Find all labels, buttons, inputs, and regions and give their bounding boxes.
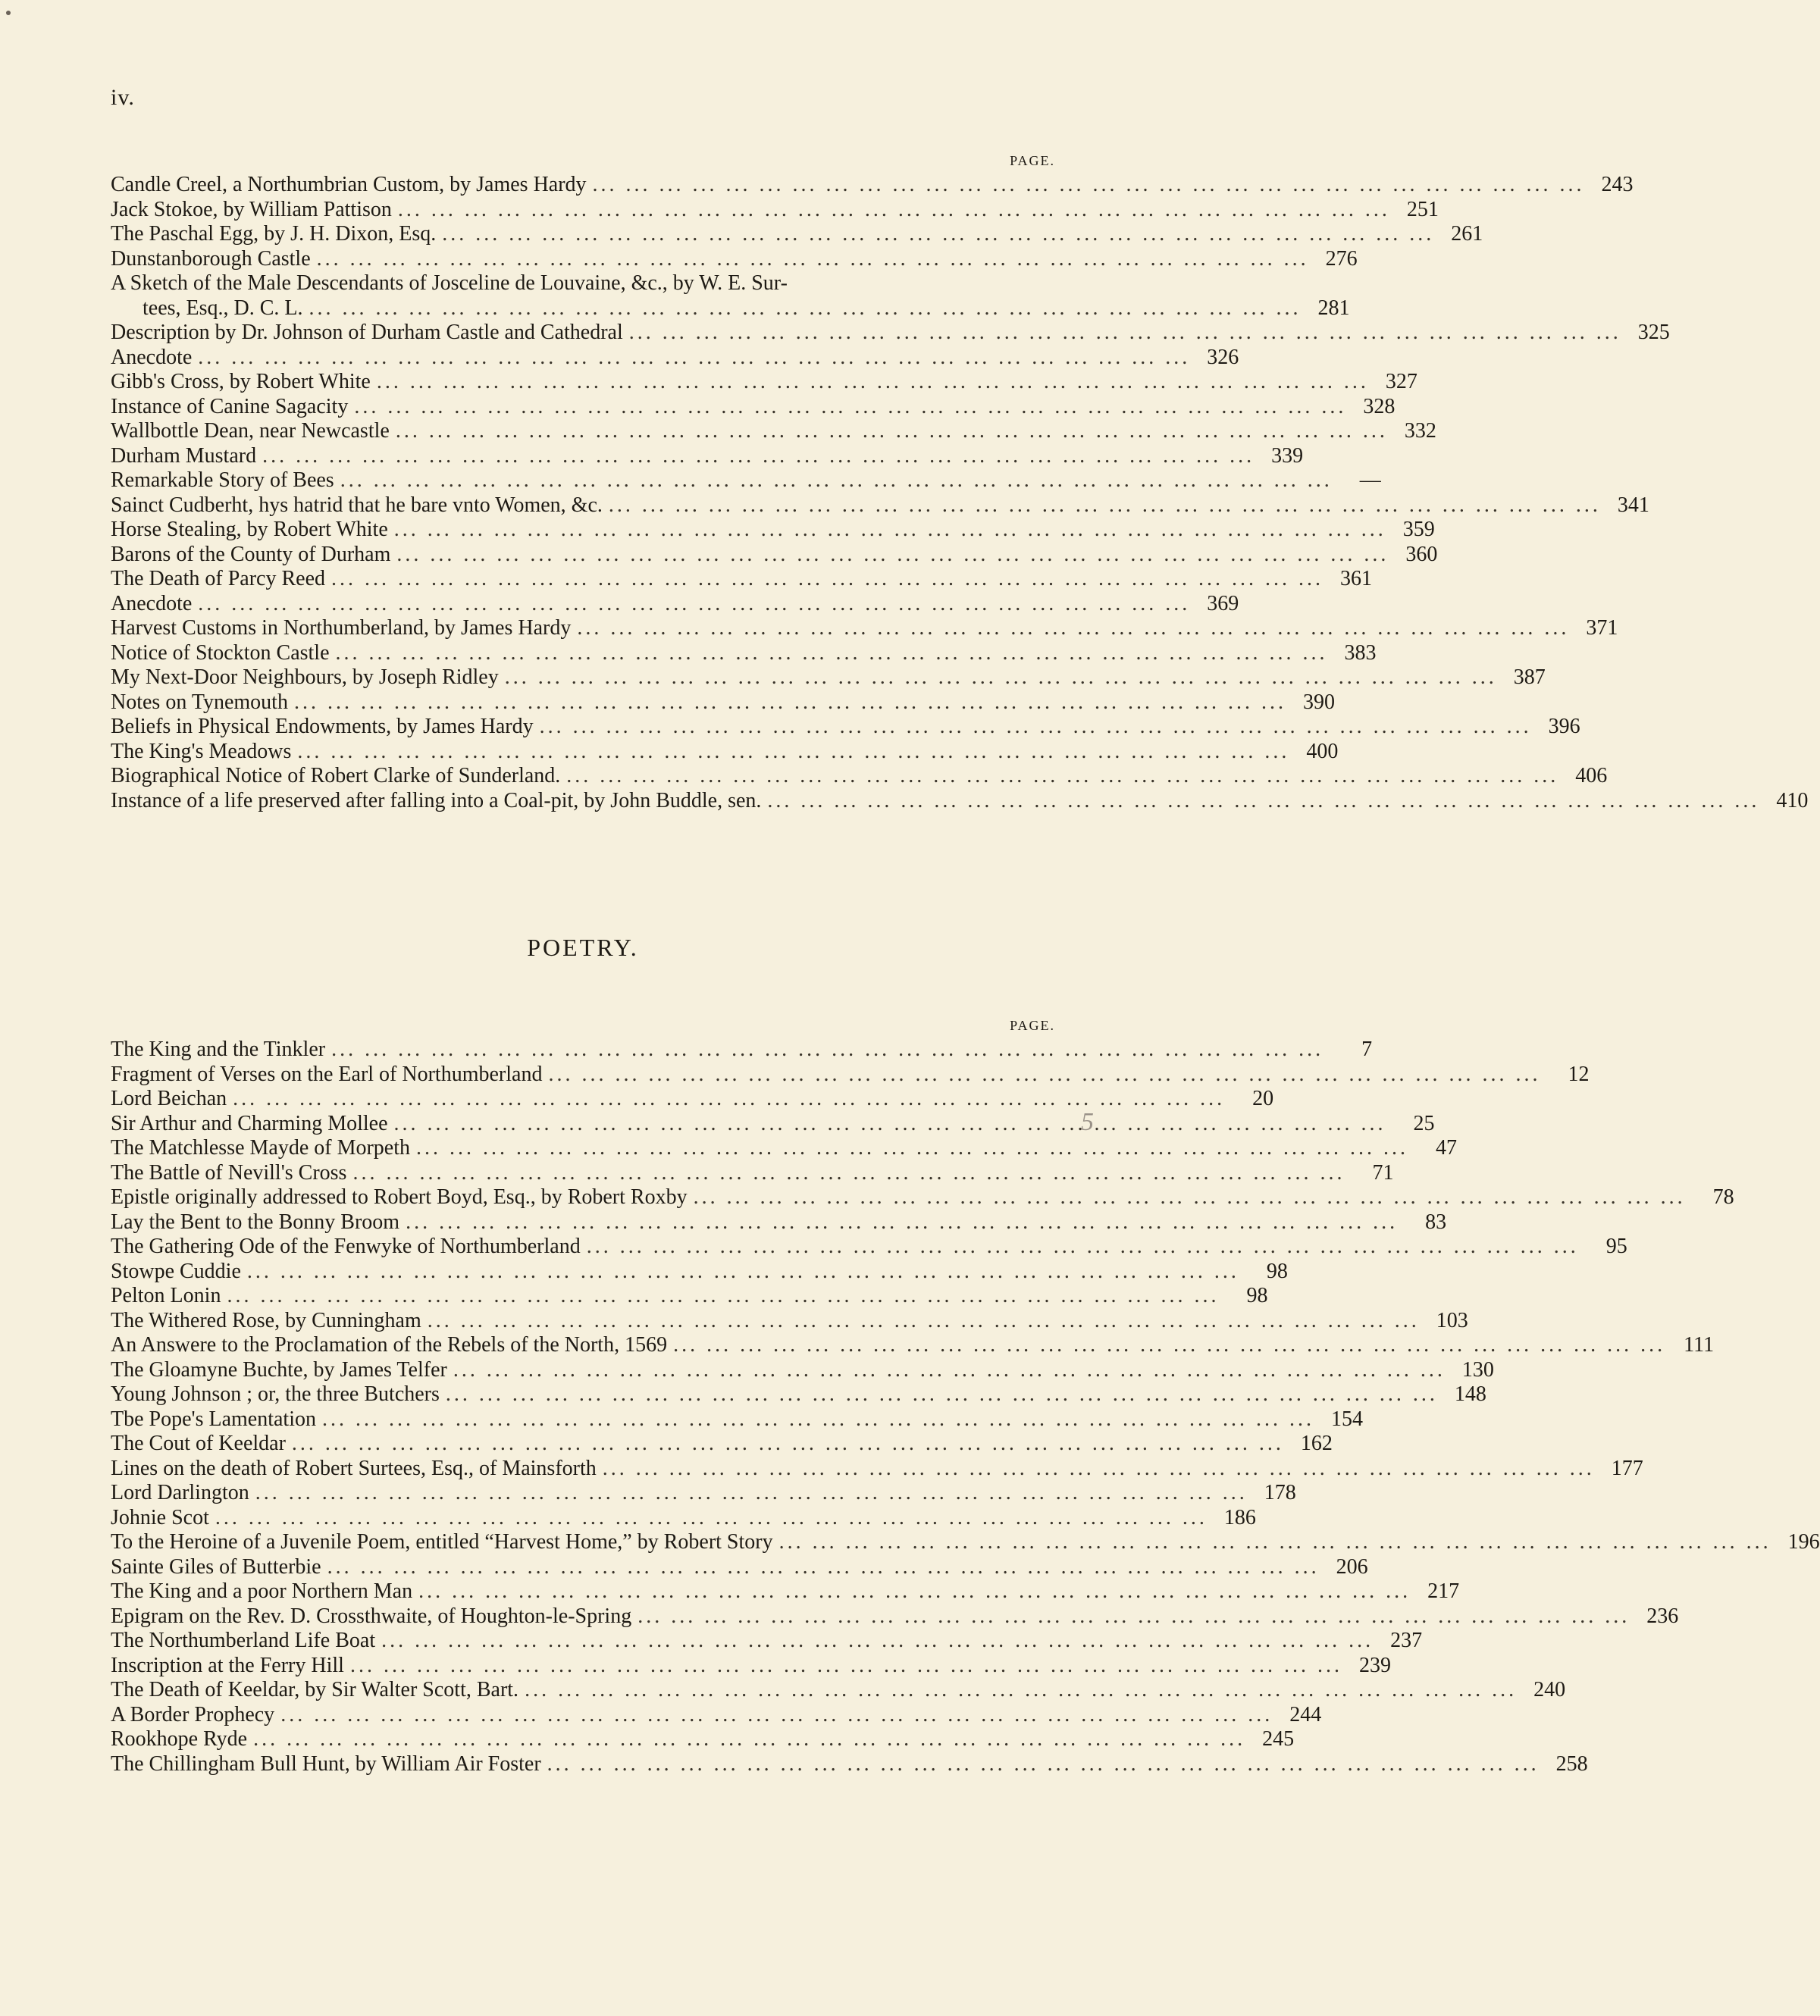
toc-entry-page: 369	[1207, 591, 1239, 615]
toc-entry	[111, 1160, 1394, 1186]
dot-leader	[499, 665, 1503, 690]
toc-entry	[111, 1284, 1268, 1309]
dot-leader	[518, 1678, 1523, 1703]
dot-leader	[288, 690, 1292, 715]
toc-entry-page: 359	[1402, 518, 1435, 541]
toc-entry	[111, 715, 1580, 740]
page-column-label: PAGE.	[1010, 153, 1055, 168]
toc-entry-page: 20	[1252, 1087, 1274, 1110]
toc-entry-page: 98	[1246, 1284, 1268, 1307]
toc-entry-page: 371	[1586, 616, 1618, 640]
toc-entry	[111, 345, 1239, 371]
toc-entry-title: Johnie Scot	[111, 1505, 209, 1529]
toc-entry	[111, 1235, 1627, 1260]
toc-entry	[111, 1727, 1295, 1752]
toc-entry	[111, 1210, 1447, 1235]
prose-contents-section	[111, 152, 1809, 813]
toc-entry	[111, 394, 1396, 420]
toc-entry	[111, 493, 1649, 518]
toc-entry-title: The Death of Keeldar, by Sir Walter Scott, Bart.	[111, 1678, 519, 1701]
dot-leader	[587, 173, 1591, 198]
toc-entry	[111, 1481, 1296, 1506]
toc-entry-page: 236	[1646, 1604, 1679, 1628]
toc-entry	[111, 1678, 1566, 1703]
dot-leader	[440, 1382, 1444, 1407]
dot-leader	[192, 346, 1196, 371]
dot-leader	[330, 641, 1334, 666]
dot-leader	[348, 395, 1352, 420]
toc-entry-page: 383	[1344, 640, 1377, 665]
toc-entry-page: 360	[1405, 542, 1438, 566]
toc-entry	[111, 296, 1350, 321]
toc-entry	[111, 764, 1608, 789]
toc-entry-page: 251	[1406, 197, 1439, 221]
toc-entry-title: Biographical Notice of Robert Clarke of Sunderland.	[111, 764, 561, 787]
toc-entry-title: Rookhope Ryde	[111, 1727, 248, 1751]
toc-entry-page: 78	[1712, 1185, 1734, 1209]
toc-entry-title: An Answere to the Proclamation of the Rebels of the North, 1569	[111, 1333, 668, 1357]
toc-entry-title: Gibb's Cross, by Robert White	[111, 370, 371, 393]
toc-entry-page: 103	[1436, 1308, 1468, 1332]
toc-entry-page: —	[1359, 468, 1381, 492]
toc-entry	[111, 370, 1417, 395]
toc-entry-title: The Gloamyne Buchte, by James Telfer	[111, 1357, 447, 1382]
toc-entry	[111, 1111, 1435, 1137]
toc-entry-page: 237	[1390, 1629, 1423, 1652]
toc-entry-page: 326	[1207, 345, 1239, 369]
dot-leader	[597, 1457, 1601, 1482]
toc-entry-title: The Battle of Nevill's Cross	[111, 1160, 347, 1185]
toc-entry-page: 328	[1363, 394, 1396, 418]
toc-entry	[111, 739, 1339, 765]
dot-leader	[603, 493, 1607, 518]
toc-entry-page: 239	[1358, 1653, 1391, 1677]
dot-leader	[346, 1161, 1351, 1186]
toc-entry	[111, 222, 1483, 247]
dot-leader	[321, 1555, 1326, 1580]
toc-entry-page: 47	[1436, 1136, 1457, 1160]
dot-leader	[274, 1703, 1279, 1728]
margin-pencil-mark: 5	[1081, 1108, 1094, 1136]
toc-entry-title: The Death of Parcy Reed	[111, 567, 325, 590]
toc-entry-page: 178	[1264, 1481, 1296, 1504]
toc-entry-title: Barons of the County of Durham	[111, 542, 391, 566]
toc-entry	[111, 443, 1304, 469]
dot-leader	[192, 592, 1196, 617]
page-number: iv.	[111, 85, 135, 110]
toc-entry-title: My Next-Door Neighbours, by Joseph Ridley	[111, 665, 499, 689]
toc-entry-page: 325	[1637, 321, 1670, 344]
toc-entry-title: Epigram on the Rev. D. Crossthwaite, of Houghton-le-Spring	[111, 1604, 632, 1628]
toc-entry-title: Harvest Customs in Northumberland, by James Hardy	[111, 616, 572, 640]
toc-entry	[111, 665, 1546, 690]
dot-leader	[303, 296, 1308, 321]
toc-entry-page: 83	[1425, 1210, 1447, 1234]
toc-entry	[111, 518, 1435, 543]
toc-entry-title: The King's Meadows	[111, 739, 292, 763]
toc-entry-page: 281	[1317, 296, 1350, 320]
toc-entry-title: Sainte Giles of Butterbie	[111, 1554, 321, 1579]
toc-entry	[111, 1087, 1274, 1112]
toc-entry-page: 390	[1302, 690, 1335, 714]
poetry-contents-list	[111, 1038, 1820, 1777]
toc-entry	[111, 246, 1358, 272]
toc-entry-title: Candle Creel, a Northumbrian Custom, by James Hardy	[111, 173, 587, 196]
toc-entry-title: To the Heroine of a Juvenile Poem, entitled “Harvest Home,” by Robert Story	[111, 1530, 773, 1554]
toc-entry	[111, 1604, 1679, 1629]
toc-entry-title: The King and the Tinkler	[111, 1038, 326, 1061]
toc-entry-page: 98	[1266, 1259, 1288, 1283]
toc-entry	[111, 1432, 1333, 1457]
toc-entry-page: 387	[1513, 665, 1546, 689]
toc-entry	[111, 690, 1335, 715]
dot-leader	[388, 1112, 1392, 1137]
dot-leader	[631, 1604, 1636, 1629]
toc-entry-page: 327	[1385, 370, 1417, 393]
toc-entry-title: Lay the Bent to the Bonny Broom	[111, 1210, 400, 1234]
toc-entry-title: Inscription at the Ferry Hill	[111, 1653, 344, 1677]
toc-entry	[111, 1333, 1715, 1358]
toc-entry-page: 111	[1684, 1333, 1715, 1357]
toc-entry-page: 276	[1325, 246, 1358, 271]
dot-leader	[241, 1260, 1245, 1285]
toc-entry-page: 400	[1306, 739, 1339, 763]
toc-entry-page: 240	[1533, 1678, 1566, 1701]
toc-entry	[111, 1579, 1460, 1604]
dot-leader	[399, 1210, 1404, 1235]
toc-entry-page: 217	[1427, 1579, 1460, 1603]
toc-entry-page: 361	[1340, 567, 1372, 590]
toc-entry-title: The Chillingham Bull Hunt, by William Air Foster	[111, 1751, 541, 1776]
toc-entry-page: 130	[1461, 1357, 1494, 1382]
dot-leader	[667, 1333, 1671, 1358]
dot-leader	[375, 1629, 1380, 1654]
toc-entry	[111, 1702, 1322, 1728]
toc-entry	[111, 1629, 1423, 1654]
dot-leader	[311, 247, 1315, 272]
toc-entry	[111, 1308, 1468, 1334]
toc-entry	[111, 591, 1239, 617]
toc-entry-title: The Matchlesse Mayde of Morpeth	[111, 1136, 410, 1160]
toc-entry	[111, 788, 1809, 814]
toc-entry	[111, 1456, 1643, 1482]
toc-entry-title: Durham Mustard	[111, 443, 257, 468]
dot-leader	[325, 1038, 1330, 1063]
dot-leader	[571, 616, 1575, 641]
toc-entry-title: Instance of Canine Sagacity	[111, 394, 349, 418]
toc-entry-title: Description by Dr. Johnson of Durham Castle and Cathedral	[111, 321, 623, 344]
toc-entry-title: Wallbottle Dean, near Newcastle	[111, 419, 390, 443]
toc-entry-page: 154	[1330, 1407, 1363, 1431]
poetry-heading: POETRY.	[527, 934, 639, 961]
toc-entry-page: 245	[1262, 1727, 1295, 1751]
toc-entry-title: Anecdote	[111, 345, 193, 369]
dot-leader	[541, 1752, 1546, 1777]
toc-entry-page: 148	[1454, 1382, 1486, 1406]
toc-entry-page: 396	[1548, 715, 1580, 738]
toc-entry	[111, 1185, 1734, 1210]
toc-entry-page: 177	[1611, 1456, 1643, 1480]
toc-entry-page: 341	[1617, 493, 1649, 517]
toc-entry-title: Beliefs in Physical Endowments, by James Hardy	[111, 715, 534, 738]
toc-entry-page: 339	[1271, 443, 1304, 468]
toc-entry-page: 410	[1776, 788, 1809, 812]
toc-entry	[111, 468, 1381, 493]
toc-entry-page: 406	[1575, 764, 1608, 787]
toc-entry-page: 25	[1413, 1111, 1435, 1135]
toc-entry	[111, 1505, 1256, 1531]
dot-leader	[421, 1309, 1426, 1334]
toc-entry	[111, 1136, 1457, 1161]
toc-entry-title: Tbe Pope's Lamentation	[111, 1407, 316, 1431]
dot-leader	[334, 468, 1339, 493]
toc-entry	[111, 419, 1436, 444]
toc-entry-title: The King and a poor Northern Man	[111, 1579, 413, 1603]
dot-leader	[256, 444, 1261, 469]
toc-entry-title: Remarkable Story of Bees	[111, 468, 334, 492]
toc-entry-title: Pelton Lonin	[111, 1284, 221, 1307]
poetry-contents-section	[111, 934, 1820, 1777]
page-column-label: PAGE.	[1010, 1018, 1055, 1033]
dot-leader	[390, 419, 1394, 444]
toc-entry-title: tees, Esq., D. C. L.	[143, 296, 303, 320]
dot-leader	[371, 370, 1375, 395]
dot-leader	[542, 1063, 1546, 1088]
dot-leader	[773, 1530, 1778, 1555]
prose-contents-list	[111, 173, 1809, 813]
toc-entry	[111, 1554, 1368, 1580]
dot-leader	[761, 789, 1765, 814]
toc-entry	[111, 1259, 1288, 1285]
toc-entry	[111, 173, 1634, 198]
toc-entry-page: 162	[1300, 1432, 1333, 1455]
toc-entry-page: 186	[1223, 1505, 1256, 1529]
dot-leader	[388, 518, 1392, 543]
toc-entry-title: Stowpe Cuddie	[111, 1259, 241, 1283]
toc-entry-title: Horse Stealing, by Robert White	[111, 518, 388, 541]
toc-entry-title: Sir Arthur and Charming Mollee	[111, 1111, 388, 1135]
dot-leader	[581, 1235, 1585, 1260]
toc-entry-title: Anecdote	[111, 591, 193, 615]
toc-entry-page: 258	[1555, 1751, 1588, 1776]
dot-leader	[688, 1185, 1692, 1210]
toc-entry-page: 243	[1601, 173, 1634, 196]
toc-entry-page: 206	[1336, 1554, 1368, 1579]
toc-entry	[111, 1530, 1820, 1555]
toc-entry	[111, 1407, 1363, 1432]
toc-entry-page: 261	[1451, 222, 1483, 246]
dot-leader	[560, 764, 1565, 789]
toc-entry-title: The Withered Rose, by Cunningham	[111, 1308, 421, 1332]
toc-entry-page: 244	[1289, 1702, 1322, 1726]
toc-entry-title: Lord Beichan	[111, 1087, 227, 1110]
dot-leader	[390, 543, 1395, 568]
toc-entry-title: Notes on Tynemouth	[111, 690, 288, 714]
toc-entry-title: A Border Prophecy	[111, 1702, 275, 1726]
toc-entry-title: Dunstanborough Castle	[111, 246, 311, 271]
toc-entry-title: Sainct Cudberht, hys hatrid that he bare vnto Women, &c.	[111, 493, 603, 517]
dot-leader	[316, 1407, 1320, 1432]
toc-entry	[111, 1751, 1588, 1777]
dot-leader	[286, 1432, 1290, 1457]
dot-leader	[436, 222, 1440, 247]
toc-entry-page: 332	[1404, 419, 1436, 443]
dot-leader	[534, 715, 1538, 740]
toc-entry-page: 12	[1568, 1062, 1590, 1086]
toc-entry-title: Notice of Stockton Castle	[111, 640, 330, 665]
toc-entry-title: Instance of a life preserved after falling into a Coal-pit, by John Buddle, sen.	[111, 788, 762, 812]
dot-leader	[249, 1481, 1254, 1506]
toc-entry-title: The Gathering Ode of the Fenwyke of Northumberland	[111, 1235, 581, 1258]
toc-entry	[111, 1062, 1590, 1088]
dot-leader	[392, 198, 1396, 223]
dot-leader	[247, 1727, 1251, 1752]
dot-leader	[344, 1654, 1349, 1679]
toc-entry	[111, 640, 1377, 666]
dot-leader	[410, 1136, 1414, 1161]
toc-entry-title: Lines on the death of Robert Surtees, Esq., of Mainsforth	[111, 1456, 597, 1480]
toc-entry-page: 95	[1605, 1235, 1627, 1258]
toc-entry	[111, 616, 1618, 641]
toc-entry-title: The Cout of Keeldar	[111, 1432, 286, 1455]
toc-entry	[111, 1038, 1373, 1063]
toc-entry-page: 71	[1372, 1160, 1394, 1185]
toc-entry	[111, 1653, 1391, 1679]
dot-leader	[623, 321, 1627, 346]
dot-leader	[325, 567, 1330, 592]
toc-entry-title: Young Johnson ; or, the three Butchers	[111, 1382, 440, 1406]
toc-entry-title: The Paschal Egg, by J. H. Dixon, Esq.	[111, 222, 437, 246]
toc-entry	[111, 197, 1439, 223]
toc-entry-title: Jack Stokoe, by William Pattison	[111, 197, 392, 221]
toc-entry-title: Fragment of Verses on the Earl of Northumberland	[111, 1062, 543, 1086]
toc-entry	[111, 1357, 1494, 1383]
toc-entry-title: The Northumberland Life Boat	[111, 1629, 376, 1652]
margin-dot	[6, 11, 11, 15]
toc-entry-title: Epistle originally addressed to Robert Boyd, Esq., by Robert Roxby	[111, 1185, 688, 1209]
toc-entry	[111, 542, 1438, 568]
toc-entry	[111, 567, 1372, 592]
toc-entry-page: 7	[1361, 1038, 1373, 1061]
toc-entry-title: A Sketch of the Male Descendants of Josceline de Louvaine, &c., by W. E. Sur-	[111, 271, 788, 295]
dot-leader	[291, 740, 1295, 765]
dot-leader	[412, 1579, 1417, 1604]
toc-entry-title: Lord Darlington	[111, 1481, 249, 1504]
toc-entry	[111, 271, 1055, 296]
toc-entry-page: 196	[1787, 1530, 1820, 1554]
dot-leader	[221, 1284, 1225, 1309]
dot-leader	[447, 1358, 1452, 1383]
toc-entry	[111, 1382, 1486, 1407]
toc-entry	[111, 321, 1670, 346]
dot-leader	[209, 1506, 1214, 1531]
